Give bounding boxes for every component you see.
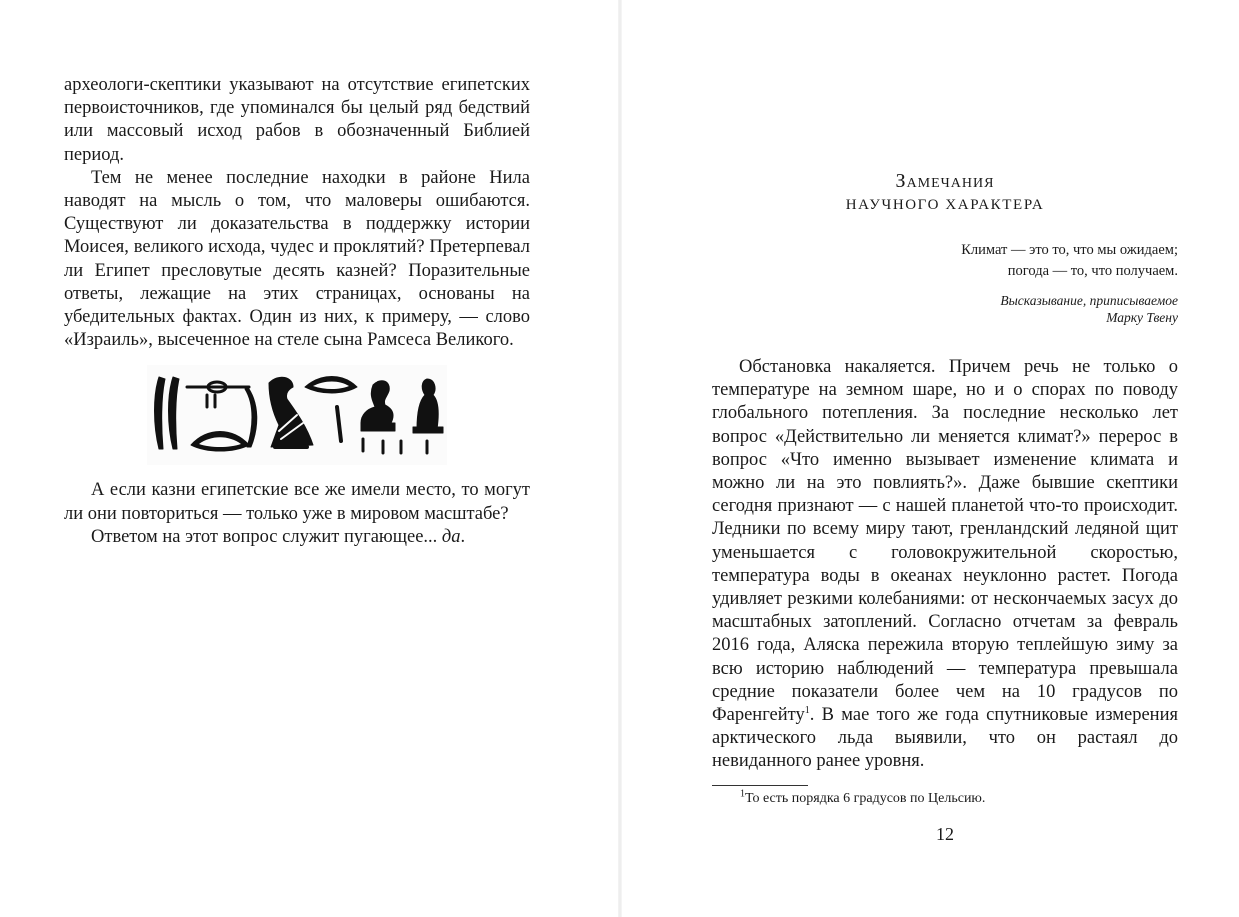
- paragraph-text-after-note: . В мае того же года спутниковые измерения арктического льда выявили, что он растаял до невиданного ранее уровня.: [712, 705, 1178, 772]
- right-body-text: [712, 356, 1178, 774]
- page-number: 12: [936, 824, 954, 844]
- epigraph-line-1: Климат — это то, что мы ожидаем;: [961, 242, 1178, 258]
- footnote: [740, 790, 1160, 808]
- epigraph: [712, 240, 1178, 326]
- hieroglyph-israel-inscription: [147, 365, 447, 465]
- epigraph-attribution: [712, 292, 1178, 326]
- left-page: [64, 74, 530, 549]
- right-page: [712, 0, 1178, 917]
- left-paragraph-4: [64, 526, 530, 549]
- book-gutter: [618, 0, 622, 917]
- footnote-marker: 1: [740, 788, 745, 800]
- chapter-title: [712, 168, 1178, 216]
- left-paragraph-2: Тем не менее последние находки в районе Нила наводят на мысль о том, что маловеры ошибаются. Существуют ли доказательства в поддержку истории Моисея, великого исхода, чудес и проклятий? Претерпевал ли Египет пресловутые десять казней? Поразительные ответы, лежащие на этих страницах, основаны на убедительных фактах. Один из них, к примеру, — слово «Израиль», высеченное на стеле сына Рамсеса Великого.: [64, 167, 530, 351]
- reed-glyph-1: [155, 377, 166, 449]
- closing-emphasis: да: [441, 526, 461, 547]
- footnote-reference[interactable]: 1: [804, 704, 810, 716]
- reed-glyph-2: [169, 377, 180, 449]
- left-paragraph-1: археологи-скептики указывают на отсутствие египетских первоисточников, где упоминался бы целый ряд бедствий или массовый исход рабов в обозначенный Библией период.: [64, 75, 530, 165]
- closing-end: .: [460, 526, 466, 547]
- chapter-title-line-1: Замечания: [895, 170, 995, 192]
- footnote-divider: [712, 785, 808, 786]
- seated-woman-glyph: [417, 379, 438, 429]
- stroke-glyph: [337, 407, 341, 441]
- seated-man-glyph: [361, 381, 393, 423]
- epigraph-line-2: погода — то, что получаем.: [1007, 263, 1178, 279]
- epigraph-attribution-line-2: Марку Твену: [1106, 310, 1178, 325]
- chapter-title-line-2: НАУЧНОГО ХАРАКТЕРА: [845, 197, 1045, 213]
- right-paragraph-1: [712, 356, 1178, 774]
- footnote-text: То есть порядка 6 градусов по Цельсию.: [745, 791, 986, 806]
- left-paragraph-3: А если казни египетские все же имели место, то могут ли они повториться — только уже в мировом масштабе?: [64, 480, 530, 524]
- epigraph-attribution-line-1: Высказывание, приписываемое: [1000, 293, 1178, 308]
- stick-glyph: [245, 389, 257, 447]
- closing-text: Ответом на этот вопрос служит пугающее...: [91, 526, 442, 547]
- paragraph-text-before-note: Обстановка накаляется. Причем речь не только о температуре на земном шаре, но и о спорах по поводу глобального потепления. За последние несколько лет вопрос «Действительно ли меняется климат?» перерос в вопрос «Что именно вызывает изменение климата и можно ли на это повлиять?». Даже бывшие скептики сегодня признают — с нашей планетой что-то происходит. Ледники по всему миру тают, гренландский ледяной щит уменьшается с головокружительной скоростью, температура воды в океанах неуклонно растет. Погода удивляет резкими колебаниями: от нескончаемых засух до масштабных затоплений. Согласно отчетам за февраль 2016 года, Аляска пережила вторую теплейшую зиму за всю историю наблюдений — температура превышала средние показатели более чем на 10 градусов по Фаренгейту: [712, 357, 1178, 726]
